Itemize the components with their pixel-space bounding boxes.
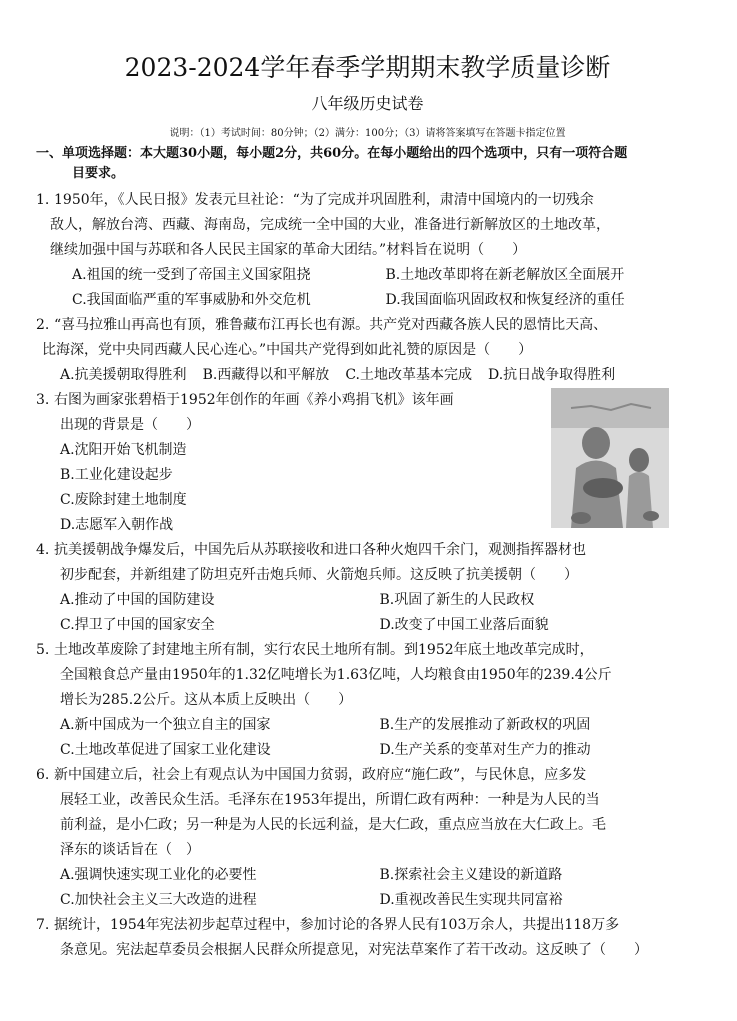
options-4	[36, 588, 699, 638]
option-b: B.西藏得以和平解放	[202, 367, 330, 383]
question-text: 敌人，解放台湾、西藏、海南岛，完成统一全中国的大业，准备进行新解放区的土地改革，	[50, 217, 610, 233]
question-number: 3.	[36, 392, 50, 408]
option-d: D.改变了中国工业落后面貌	[379, 617, 549, 633]
option-c: C.捍卫了中国的国家安全	[60, 617, 215, 633]
option-a: A.沈阳开始飞机制造	[60, 442, 187, 458]
question-text: 泽东的谈话旨在（ ）	[60, 842, 200, 858]
question-number: 4.	[36, 542, 50, 558]
question-number: 7.	[36, 917, 50, 933]
question-4	[36, 538, 699, 588]
question-text: 右图为画家张碧梧于1952年创作的年画《养小鸡捐飞机》该年画	[54, 392, 454, 408]
question-text: 1950年，《人民日报》发表元旦社论：“为了完成并巩固胜利，肃清中国境内的一切残余	[54, 192, 594, 208]
exam-subtitle: 八年级历史试卷	[311, 94, 424, 113]
option-d: D.抗日战争取得胜利	[487, 367, 616, 383]
question-number: 2.	[36, 317, 50, 333]
option-d: D.志愿军入朝作战	[60, 517, 174, 533]
question-text: 继续加强中国与苏联和各人民民主国家的革命大团结。”材料旨在说明（ ）	[50, 242, 527, 258]
question-3-block	[36, 388, 699, 538]
option-d: D.重视改善民生实现共同富裕	[379, 892, 563, 908]
question-number: 1.	[36, 192, 50, 208]
option-a: A.推动了中国的国防建设	[60, 592, 215, 608]
question-6	[36, 763, 699, 863]
section-line-1: 一、单项选择题：本大题30小题，每小题2分，共60分。在每小题给出的四个选项中，只有一项符合题	[36, 146, 628, 161]
option-c: C.废除封建土地制度	[60, 492, 187, 508]
option-c: C.加快社会主义三大改造的进程	[60, 892, 257, 908]
new-year-painting-image	[551, 388, 669, 528]
question-5	[36, 638, 699, 713]
question-text: 全国粮食总产量由1950年的1.32亿吨增长为1.63亿吨，人均粮食由1950年的239.4公斤	[60, 667, 612, 683]
option-d: D.我国面临巩固政权和恢复经济的重任	[385, 292, 625, 308]
option-c: C.我国面临严重的军事威胁和外交危机	[72, 292, 311, 308]
option-c: C.土地改革基本完成	[345, 367, 472, 383]
options-6	[36, 863, 699, 913]
question-text: 土地改革废除了封建地主所有制，实行农民土地所有制。到1952年底土地改革完成时，	[54, 642, 594, 658]
question-text: 据统计，1954年宪法初步起草过程中，参加讨论的各界人民有103万余人，共提出118万多	[54, 917, 620, 933]
question-number: 6.	[36, 767, 50, 783]
question-text: 比海深，党中央同西藏人民心连心。”中国共产党得到如此礼赞的原因是（ ）	[42, 342, 533, 358]
question-7	[36, 913, 699, 963]
question-1	[36, 188, 699, 263]
question-number: 5.	[36, 642, 50, 658]
option-a: A.强调快速实现工业化的必要性	[60, 867, 257, 883]
option-d: D.生产关系的变革对生产力的推动	[379, 742, 591, 758]
options-1	[36, 263, 699, 313]
question-text: “喜马拉雅山再高也有顶，雅鲁藏布江再长也有源。共产党对西藏各族人民的恩情比天高、	[54, 317, 608, 333]
exam-title: 2023-2024学年春季学期期末教学质量诊断	[124, 53, 611, 82]
option-b: B.土地改革即将在新老解放区全面展开	[385, 267, 625, 283]
question-text: 新中国建立后，社会上有观点认为中国国力贫弱，政府应“施仁政”，与民休息，应多发	[54, 767, 587, 783]
options-2	[36, 363, 699, 388]
option-c: C.土地改革促进了国家工业化建设	[60, 742, 271, 758]
question-2	[36, 313, 699, 363]
question-text: 初步配套，并新组建了防坦克歼击炮兵师、火箭炮兵师。这反映了抗美援朝（ ）	[60, 567, 578, 583]
question-text: 条意见。宪法起草委员会根据人民群众所提意见，对宪法草案作了若干改动。这反映了（ ）	[60, 942, 648, 958]
question-text: 前利益，是小仁政；另一种是为人民的长远利益，是大仁政，重点应当放在大仁政上。毛	[60, 817, 606, 833]
option-b: B.工业化建设起步	[60, 467, 173, 483]
options-5	[36, 713, 699, 763]
question-text: 出现的背景是（ ）	[60, 417, 200, 433]
option-a: A.新中国成为一个独立自主的国家	[60, 717, 271, 733]
question-text: 抗美援朝战争爆发后，中国先后从苏联接收和进口各种火炮四千余门，观测指挥器材也	[54, 542, 586, 558]
exam-notes: 说明：（1）考试时间：80分钟；（2）满分：100分；（3）请将答案填写在答题卡指定位置	[169, 128, 566, 139]
option-b: B.生产的发展推动了新政权的巩固	[379, 717, 591, 733]
option-a: A.抗美援朝取得胜利	[60, 367, 187, 383]
section-heading	[36, 144, 699, 184]
section-line-2: 目要求。	[72, 166, 125, 181]
option-a: A.祖国的统一受到了帝国主义国家阻挠	[72, 267, 311, 283]
option-b: B.探索社会主义建设的新道路	[379, 867, 563, 883]
question-text: 增长为285.2公斤。这从本质上反映出（ ）	[60, 692, 353, 708]
question-text: 展轻工业，改善民众生活。毛泽东在1953年提出，所谓仁政有两种：一种是为人民的当	[60, 792, 600, 808]
option-b: B.巩固了新生的人民政权	[379, 592, 535, 608]
